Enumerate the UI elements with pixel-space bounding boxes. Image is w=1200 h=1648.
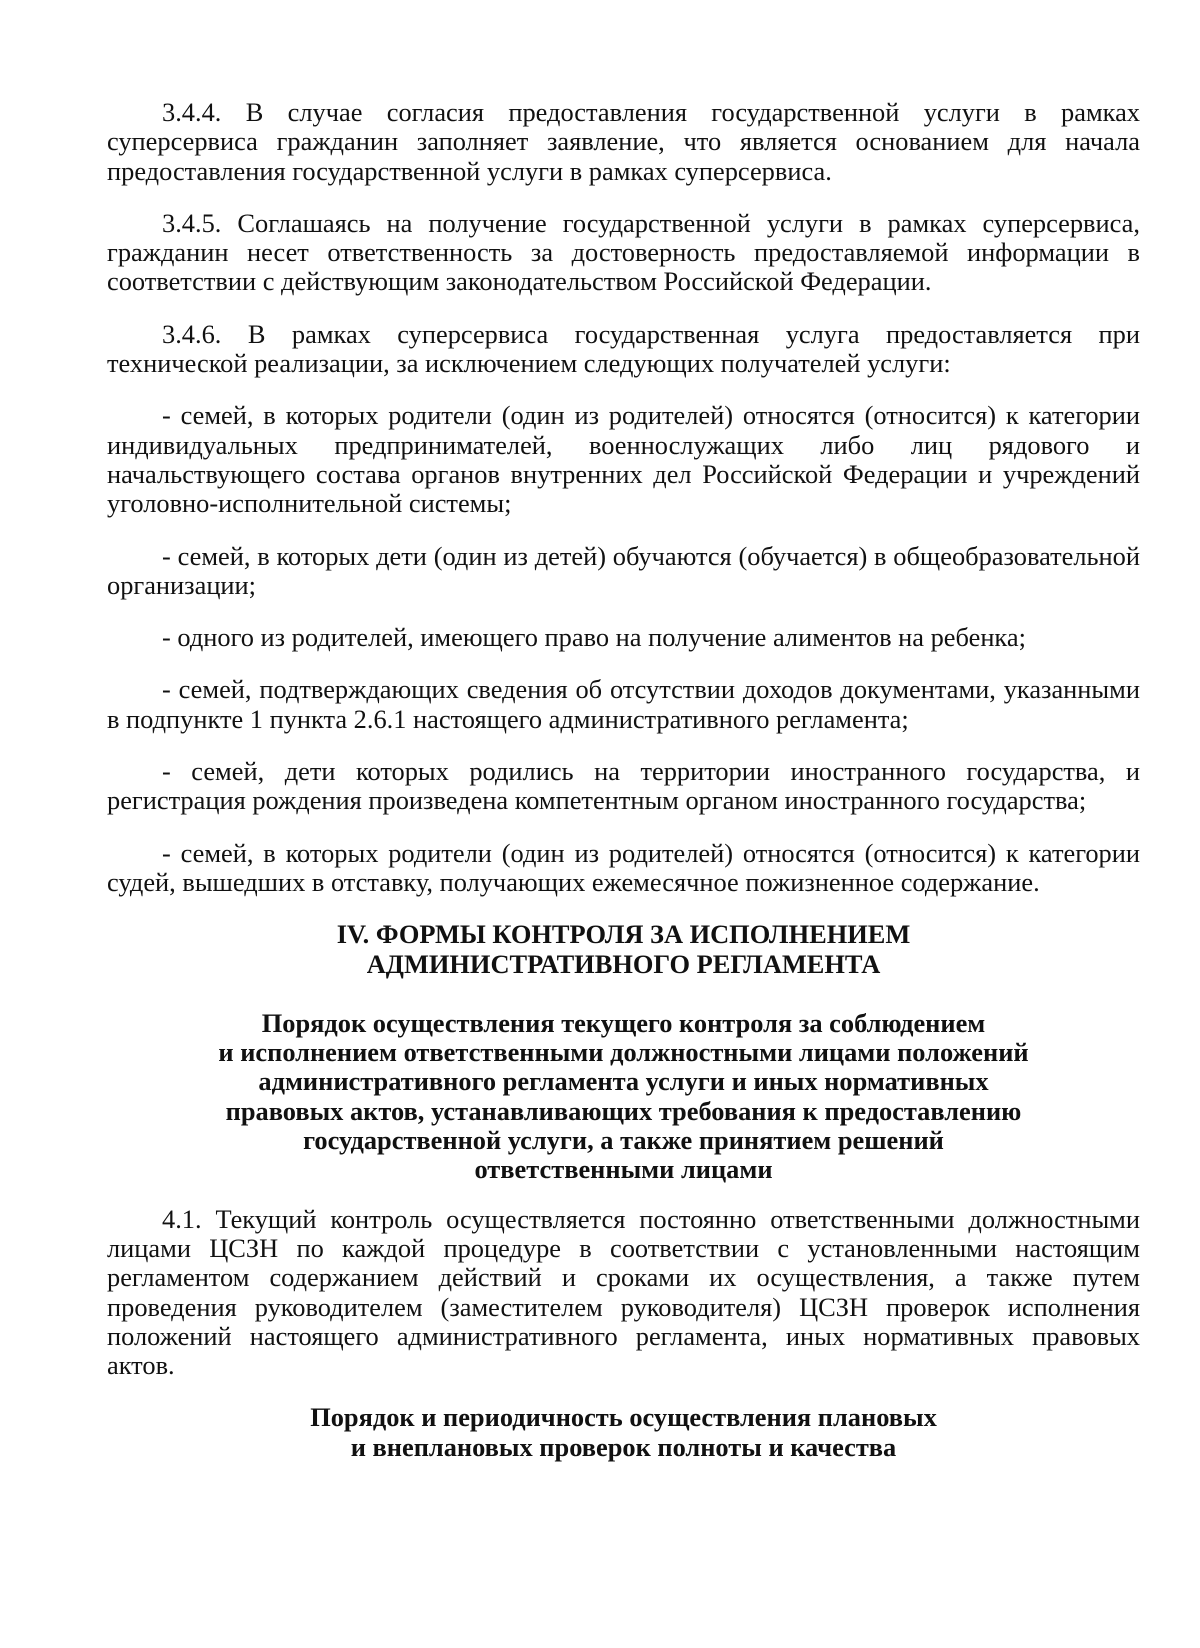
list-item-exception: - семей, в которых родители (один из родителей) относятся (относится) к категории судей, вышедших в отставку, получающих ежемесячное пожизненное содержание.	[107, 837, 1140, 897]
paragraph-3-4-6: 3.4.6. В рамках суперсервиса государственная услуга предоставляется при технической реализации, за исключением следующих получателей услуги:	[107, 318, 1140, 379]
subheading-line: правовых актов, устанавливающих требования к предоставлению	[225, 1095, 1022, 1126]
subheading-line: и внеплановых проверок полноты и качества	[350, 1431, 897, 1462]
subheading-inspections	[107, 1403, 1140, 1462]
document-page	[107, 98, 1140, 1462]
subheading-line: Порядок осуществления текущего контроля за соблюдением	[261, 1007, 986, 1038]
subheading-line: Порядок и периодичность осуществления плановых	[310, 1402, 937, 1433]
subheading-line: и исполнением ответственными должностными лицами положений	[218, 1037, 1029, 1068]
list-item-exception: - одного из родителей, имеющего право на получение алиментов на ребенка;	[162, 622, 1026, 653]
section-heading-line: АДМИНИСТРАТИВНОГО РЕГЛАМЕНТА	[366, 948, 881, 979]
paragraph-3-4-5: 3.4.5. Соглашаясь на получение государственной услуги в рамках суперсервиса, гражданин несет ответственность за достоверность предоставляемой информации в соответствии с действующим законодательством Российской Федерации.	[107, 207, 1140, 297]
section-heading-line: IV. ФОРМЫ КОНТРОЛЯ ЗА ИСПОЛНЕНИЕМ	[336, 919, 911, 950]
paragraph-4-1: 4.1. Текущий контроль осуществляется постоянно ответственными должностными лицами ЦСЗН по каждой процедуре в соответствии с установленными настоящим регламентом содержанием действий и сроками их осуществления, а также путем проведения руководителем (заместителем руководителя) ЦСЗН проверок исполнения положений настоящего административного регламента, иных нормативных правовых актов.	[107, 1203, 1140, 1381]
list-item-exception: - семей, дети которых родились на территории иностранного государства, и регистрация рождения произведена компетентным органом иностранного государства;	[107, 756, 1140, 816]
list-item-exception: - семей, в которых родители (один из родителей) относятся (относится) к категории индивидуальных предпринимателей, военнослужащих либо лиц рядового и начальствующего состава органов внутренних дел Российской Федерации и учреждений уголовно-исполнительной системы;	[107, 400, 1140, 519]
list-item-exception: - семей, подтверждающих сведения об отсутствии доходов документами, указанными в подпункте 1 пункта 2.6.1 настоящего административного регламента;	[107, 674, 1140, 734]
subheading-line: административного регламента услуги и иных нормативных	[258, 1066, 989, 1097]
subheading-current-control	[107, 1009, 1140, 1185]
subheading-line: ответственными лицами	[474, 1154, 773, 1185]
section-heading	[107, 920, 1140, 979]
list-item-exception: - семей, в которых дети (один из детей) обучаются (обучается) в общеобразовательной организации;	[107, 540, 1140, 600]
subheading-line: государственной услуги, а также принятием решений	[303, 1125, 944, 1156]
paragraph-3-4-4: 3.4.4. В случае согласия предоставления государственной услуги в рамках суперсервиса гражданин заполняет заявление, что является основанием для начала предоставления государственной услуги в рамках суперсервиса.	[107, 97, 1140, 186]
